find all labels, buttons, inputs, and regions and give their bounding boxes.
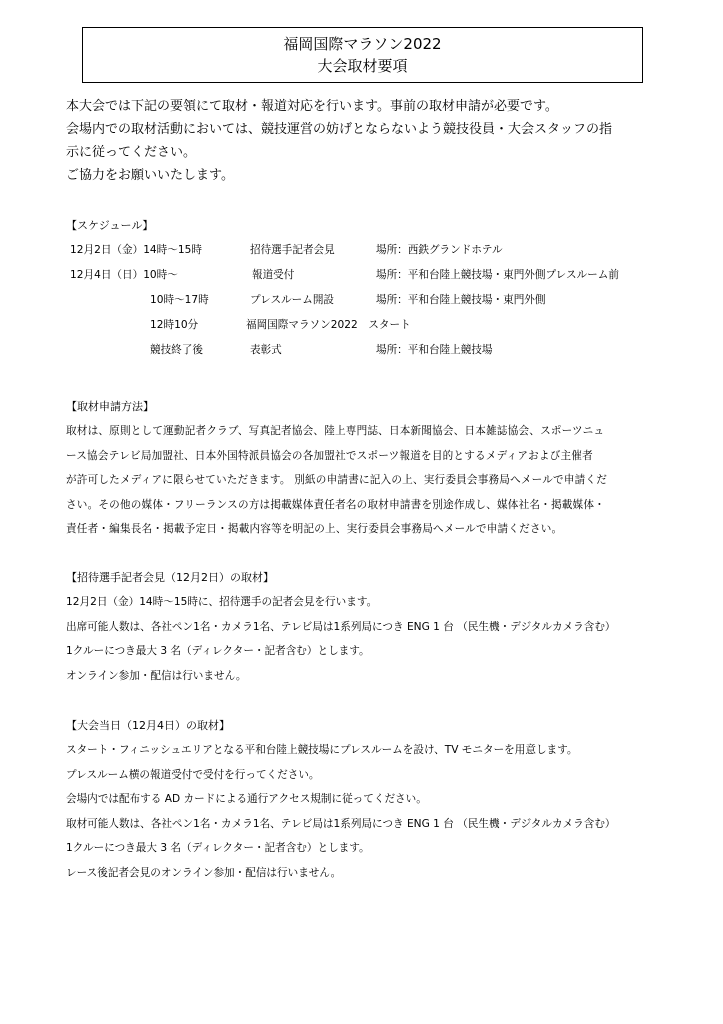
document-title: 福岡国際マラソン2022 [283,35,442,53]
press-conference-section [66,566,658,688]
schedule-date: 12月4日（日）10時～ [70,269,178,281]
paragraph-line: が許可したメディアに限らせていただきます。 別紙の申請書に記入の上、実行委員会事務局へメールで申請くだ [66,474,608,486]
schedule-row [66,338,493,363]
schedule-row [66,313,411,338]
paragraph-line: 取材は、原則として運動記者クラブ、写真記者協会、陸上専門誌、日本新聞協会、日本雑誌協会、スポーツニュ [66,425,605,437]
paragraph-line: 会場内では配布する AD カードによる通行アクセス規制に従ってください。 [66,793,427,805]
section-heading: 【招待選手記者会見（12月2日）の取材】 [66,571,274,584]
intro-paragraph [66,95,666,187]
schedule-row [66,238,503,263]
schedule-place: 場所：平和台陸上競技場・東門外側プレスルーム前 [376,269,619,281]
race-day-paragraph [66,738,658,885]
paragraph-line: スタート・フィニッシュエリアとなる平和台陸上競技場にプレスルームを設け、TV モニターを用意します。 [66,744,578,756]
schedule-row [66,288,546,313]
schedule-time: 競技終了後 [150,344,203,356]
schedule-date: 12月2日（金）14時～15時 [70,244,202,256]
paragraph-line: ース協会テレビ局加盟社、日本外国特派員協会の各加盟社でスポーツ報道を目的とするメディアおよび主催者 [66,449,593,462]
paragraph-line: オンライン参加・配信は行いません。 [66,669,247,682]
paragraph-line: 1クルーにつき最大 3 名（ディレクター・記者含む）とします。 [66,645,370,657]
intro-line: 会場内での取材活動においては、競技運営の妨げとならないよう競技役員・大会スタッフの指 [66,122,613,137]
schedule-row [66,263,619,288]
press-conference-paragraph [66,590,658,688]
schedule-place: 場所：平和台陸上競技場・東門外側 [376,294,546,306]
schedule-event: 報道受付 [252,269,295,281]
intro-line: 示に従ってください。 [66,145,197,160]
section-heading: 【大会当日（12月4日）の取材】 [66,719,230,732]
paragraph-line: レース後記者会見のオンライン参加・配信は行いません。 [66,866,342,879]
section-heading: 【スケジュール】 [66,219,154,232]
section-heading: 【取材申請方法】 [66,400,154,413]
paragraph-line: 責任者・編集長名・掲載予定日・掲載内容等を明記の上、実行委員会事務局へメールで申請ください。 [66,523,563,535]
intro-line: 本大会では下記の要領にて取材・報道対応を行います。事前の取材申請が必要です。 [66,99,558,114]
schedule-event: 福岡国際マラソン2022 スタート [246,319,411,331]
schedule-place: 場所：平和台陸上競技場 [376,344,493,356]
schedule-event: プレスルーム開設 [250,294,335,306]
schedule-event: 表彰式 [250,344,282,356]
paragraph-line: 12月2日（金）14時～15時に、招待選手の記者会見を行います。 [66,596,378,608]
paragraph-line: 1クルーにつき最大 3 名（ディレクター・記者含む）とします。 [66,842,370,854]
schedule-time: 10時～17時 [150,294,209,306]
schedule-event: 招待選手記者会見 [250,244,335,256]
document-subtitle: 大会取材要項 [317,57,408,75]
paragraph-line: 取材可能人数は、各社ペン1名・カメラ1名、テレビ局は1系列局につき ENG 1 台 （民生機・デジタルカメラ含む） [66,817,616,830]
paragraph-line: 出席可能人数は、各社ペン1名・カメラ1名、テレビ局は1系列局につき ENG 1 台 （民生機・デジタルカメラ含む） [66,620,616,633]
paragraph-line: プレスルーム横の報道受付で受付を行ってください。 [66,768,320,781]
title-box [82,27,643,83]
application-section [66,395,658,542]
race-day-section [66,714,658,885]
schedule-section [66,214,619,363]
schedule-place: 場所：西鉄グランドホテル [376,244,503,256]
schedule-time: 12時10分 [150,319,199,331]
intro-line: ご協力をお願いいたします。 [66,168,234,183]
paragraph-line: さい。その他の媒体・フリーランスの方は掲載媒体責任者名の取材申請書を別途作成し、媒体社名・掲載媒体・ [66,498,605,511]
application-paragraph [66,419,658,542]
